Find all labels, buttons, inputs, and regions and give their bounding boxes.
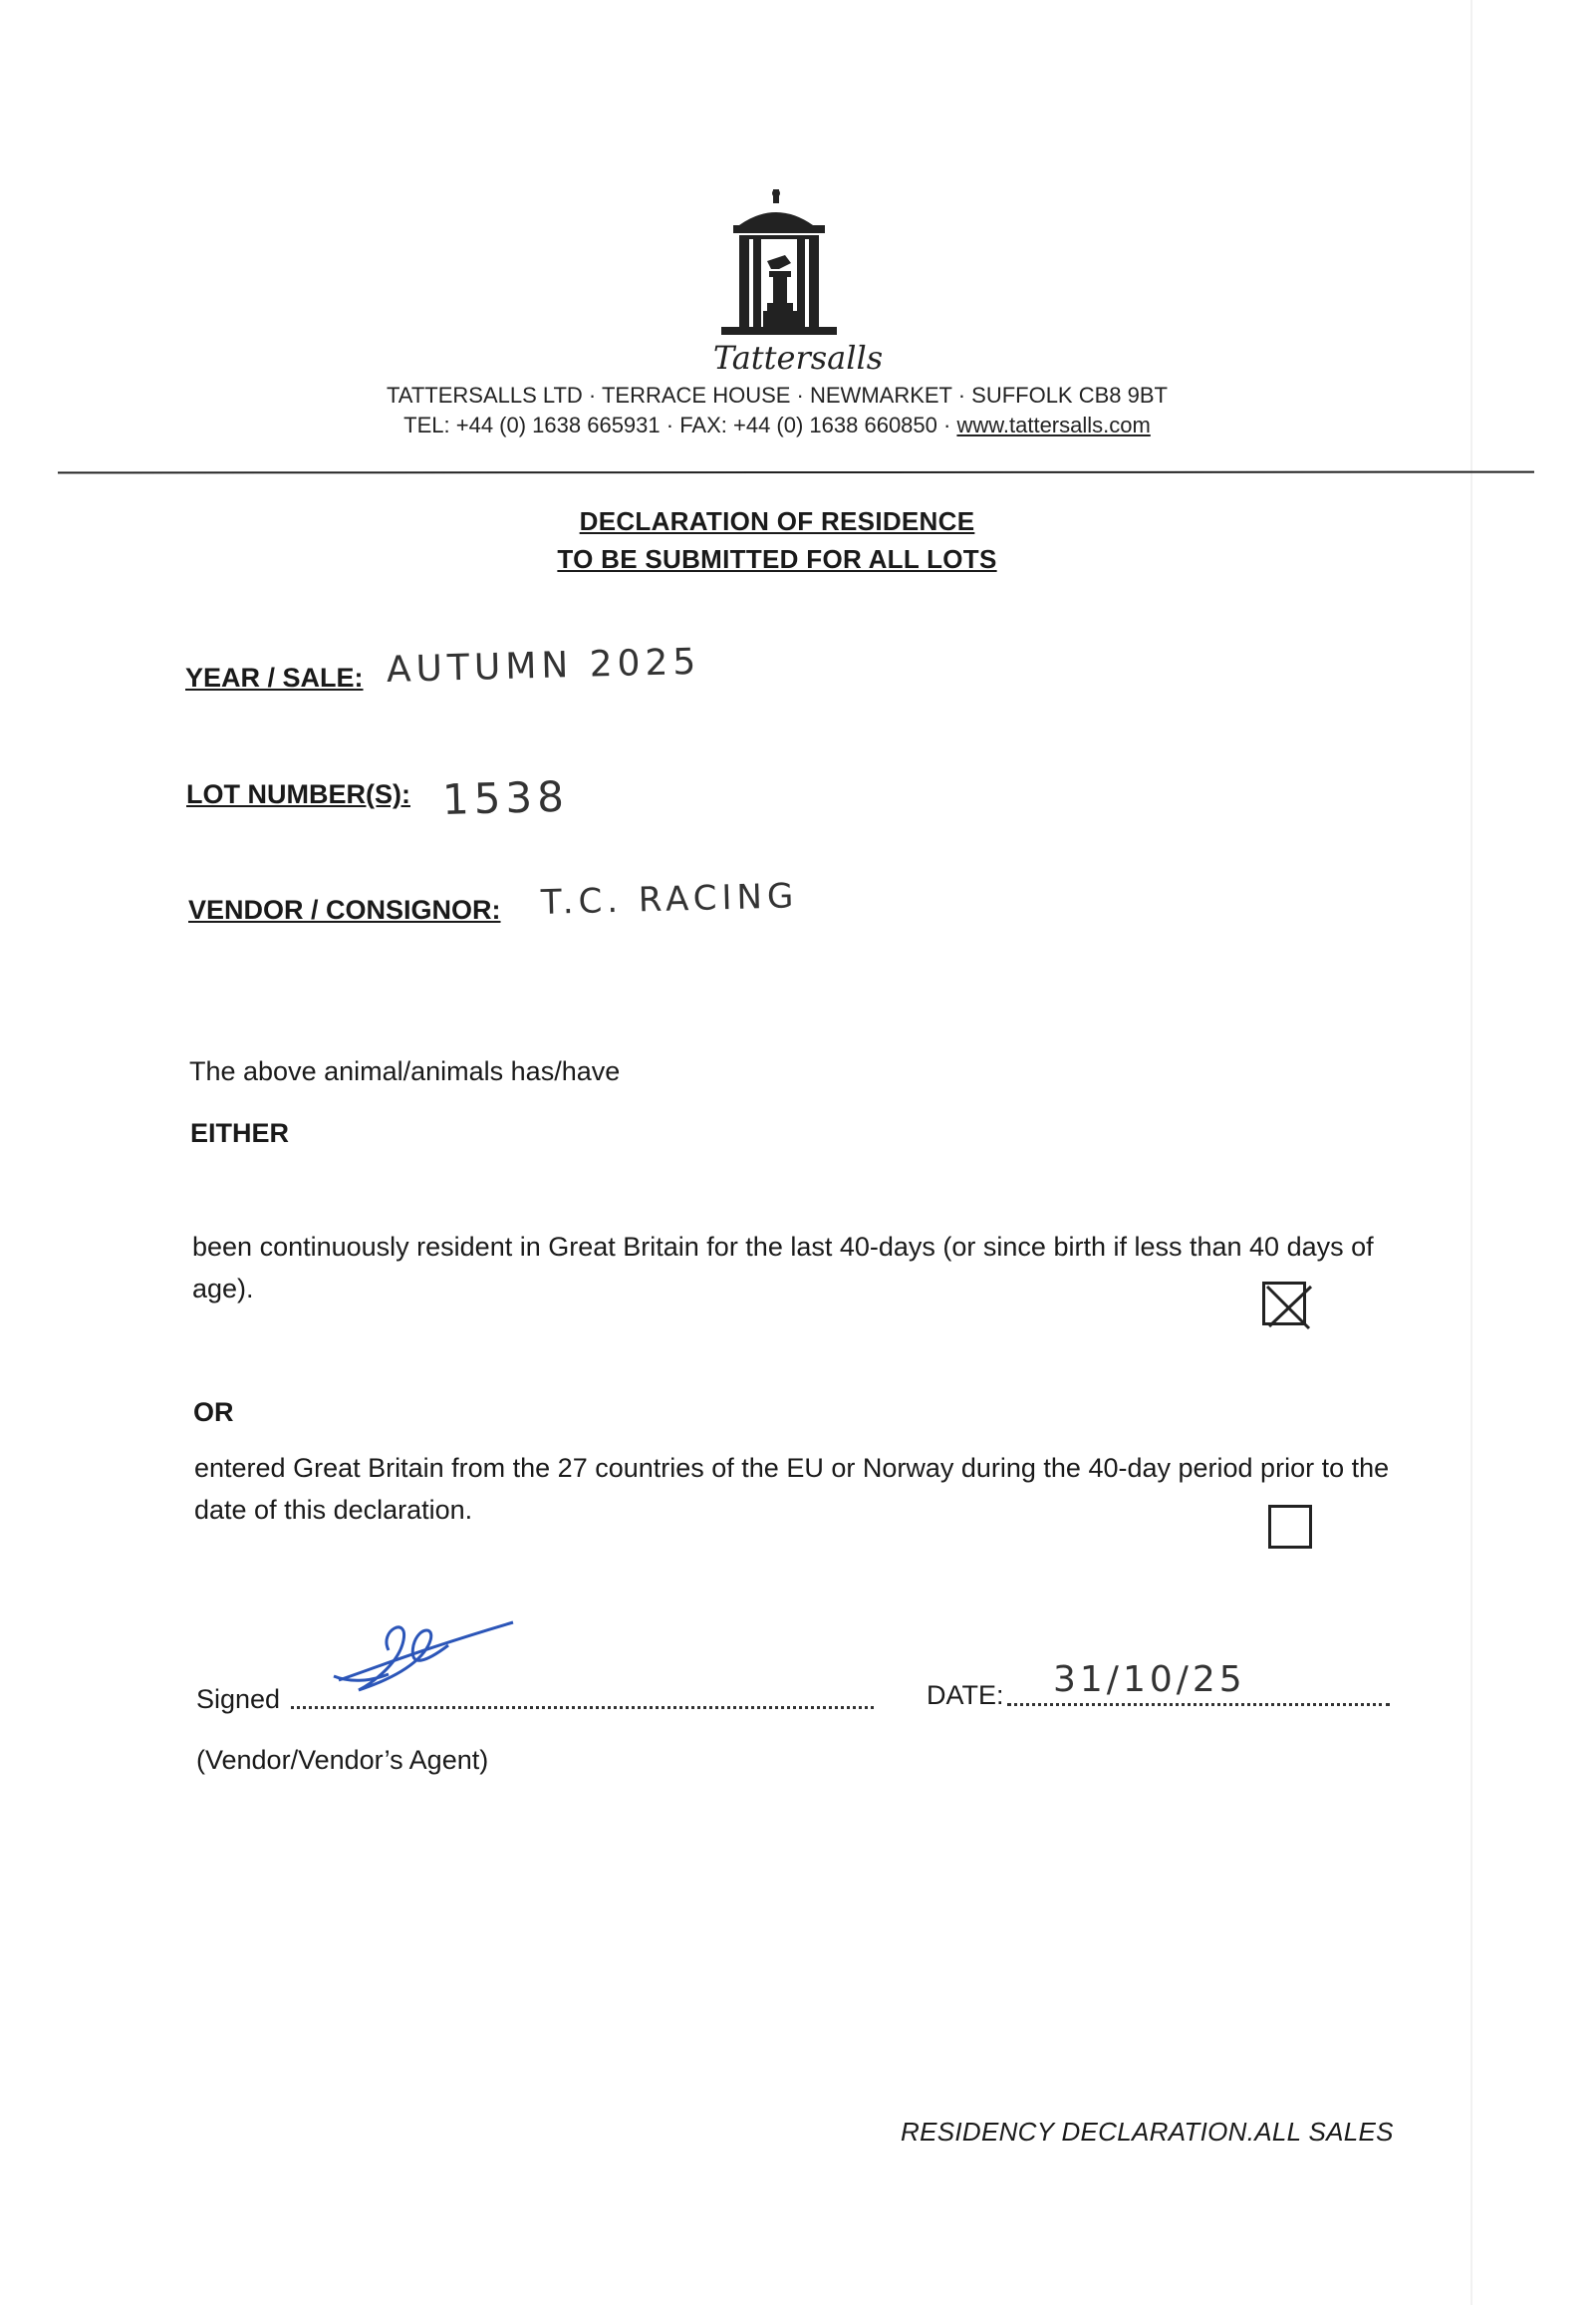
option-resident-checkbox[interactable] — [1262, 1282, 1306, 1325]
form-title: DECLARATION OF RESIDENCE — [579, 506, 975, 536]
form-reference: RESIDENCY DECLARATION.ALL SALES — [901, 2117, 1394, 2147]
form-subtitle: TO BE SUBMITTED FOR ALL LOTS — [557, 544, 997, 574]
option-resident-text: been continuously resident in Great Britain for the last 40-days (or since birth if less than 40 days of age). — [192, 1232, 1374, 1303]
signer-role: (Vendor/Vendor’s Agent) — [196, 1745, 489, 1775]
vendor-consignor-label: VENDOR / CONSIGNOR: — [188, 895, 501, 925]
header-divider — [58, 471, 1534, 474]
handwritten-signature — [329, 1610, 518, 1700]
lot-numbers-label: LOT NUMBER(S): — [186, 779, 410, 809]
year-sale-label: YEAR / SALE: — [185, 663, 364, 693]
website-link[interactable]: www.tattersalls.com — [956, 413, 1151, 437]
date-value[interactable]: 31/10/25 — [1053, 1659, 1246, 1700]
vendor-consignor-value[interactable]: T.C. RACING — [540, 876, 799, 923]
brand-name: Tattersalls — [712, 339, 884, 377]
option-entered-checkbox[interactable] — [1268, 1505, 1312, 1549]
tattersalls-logo-icon — [709, 189, 849, 349]
signed-label: Signed — [196, 1684, 281, 1714]
company-contact — [0, 413, 1554, 438]
either-label: EITHER — [190, 1118, 290, 1148]
lot-numbers-value[interactable]: 1538 — [441, 771, 570, 824]
intro-text: The above animal/animals has/have — [189, 1056, 621, 1086]
date-label: DATE: — [927, 1680, 1004, 1710]
year-sale-value[interactable]: AUTUMN 2025 — [386, 641, 701, 691]
contact-numbers: TEL: +44 (0) 1638 665931 · FAX: +44 (0) 1638 660850 · — [403, 413, 957, 437]
checked-cross-icon — [1261, 1279, 1317, 1334]
or-label: OR — [193, 1397, 234, 1427]
option-entered-text: entered Great Britain from the 27 countries of the EU or Norway during the 40-day period prior to the date of this declaration. — [194, 1453, 1390, 1525]
company-address: TATTERSALLS LTD · TERRACE HOUSE · NEWMARKET · SUFFOLK CB8 9BT — [387, 383, 1168, 408]
